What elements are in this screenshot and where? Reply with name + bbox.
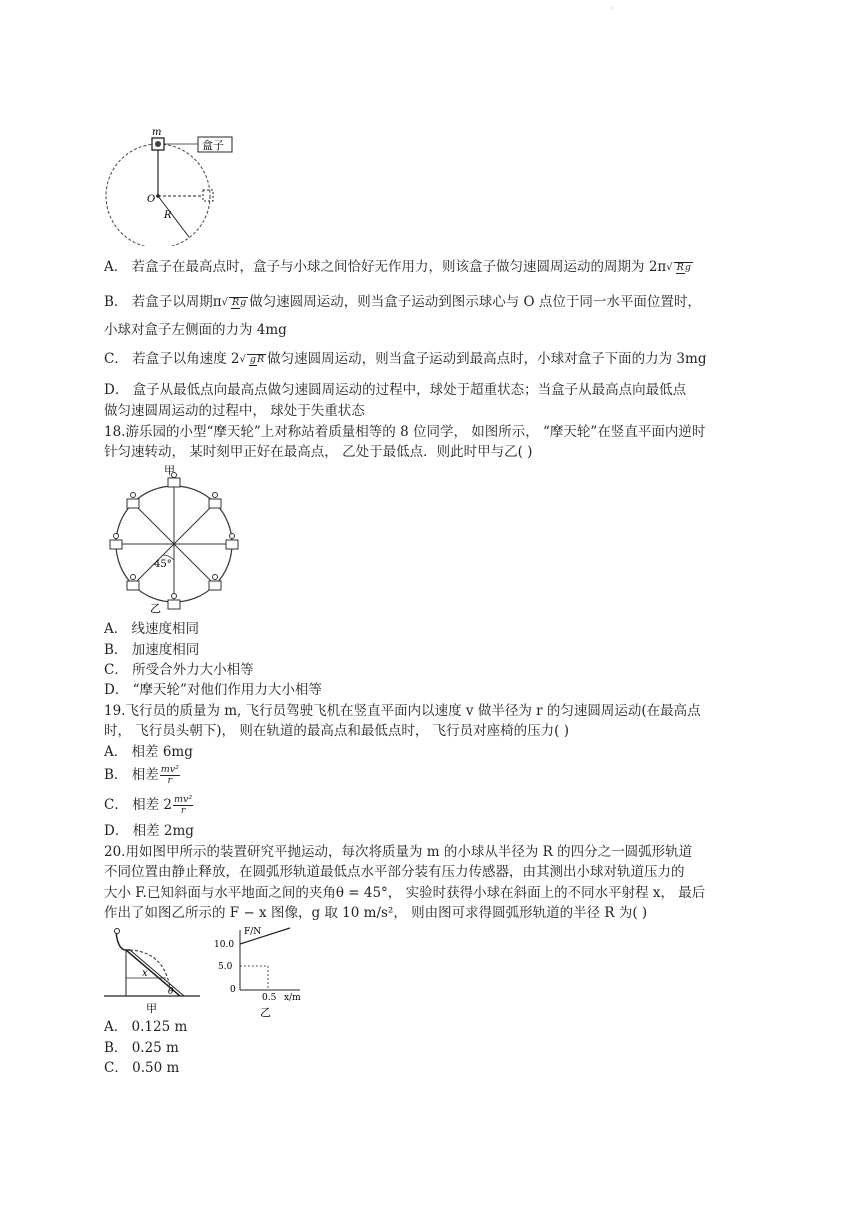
q20-stem-cont-2: 大小 F.已知斜面与水平地面之间的夹角θ = 45°， 实验时获得小球在斜面上的不同水平射程 x， 最后 (104, 885, 706, 901)
figure-f-x-graph (210, 926, 310, 1018)
q17-option-d: D． 盒子从最低点向最高点做匀速圆周运动的过程中，球处于超重状态；当盒子从最高点向最低点 (104, 382, 687, 398)
label-x: x (142, 968, 148, 979)
figure-box-circle (100, 124, 240, 246)
q18-option-b: B． 加速度相同 (104, 642, 200, 658)
graph-y2: 5.0 (218, 962, 233, 972)
label-yi: 乙 (260, 1006, 271, 1018)
label-jia: 甲 (146, 1002, 157, 1015)
q19-option-a: A． 相差 6mg (104, 744, 193, 760)
label-m: m (152, 127, 162, 138)
graph-origin: 0 (230, 985, 236, 995)
graph-xlabel: x/m (284, 993, 301, 1003)
label-angle: 45° (154, 559, 172, 570)
q18-stem-cont: 针匀速转动， 某时刻甲正好在最高点， 乙处于最低点．则此时甲与乙( ) (104, 444, 533, 460)
q18-option-c: C． 所受合外力大小相等 (104, 662, 254, 678)
q17-option-c: C． 若盒子以角速度 2√ gR 做匀速圆周运动，则当盒子运动到最高点时，小球对盒子下面的力为 3mg (104, 351, 707, 367)
label-box: 盒子 (202, 139, 224, 152)
q19-stem: 19.飞行员的质量为 m, 飞行员驾驶飞机在竖直平面内以速度 v 做半径为 r 的匀速圆周运动(在最高点 (104, 703, 701, 719)
graph-ylabel: F/N (244, 927, 262, 937)
q20-option-b: B． 0.25 m (104, 1040, 179, 1056)
q17-option-b-cont: 小球对盒子左侧面的力为 4mg (104, 322, 287, 338)
label-theta: θ (168, 987, 174, 997)
q19-option-d: D． 相差 2mg (104, 823, 194, 839)
graph-x1: 0.5 (262, 993, 277, 1003)
q20-stem-cont-3: 作出了如图乙所示的 F − x 图像，g 取 10 m/s²， 则由图可求得圆弧形轨道的半径 R 为( ) (104, 905, 648, 921)
q19-option-b: B． 相差 $\frac{\text{mv²}}{r}$ (104, 764, 179, 786)
figure-ferris-wheel (100, 464, 250, 614)
q19-stem-cont: 时， 飞行员头朝下)， 则在轨道的最高点和最低点时， 飞行员对座椅的压力( ) (104, 723, 569, 739)
q20-option-a: A． 0.125 m (104, 1019, 188, 1035)
q19-option-c: C． 相差 2 $\frac{\text{mv²}}{r}$ (104, 794, 193, 816)
label-O: O (147, 194, 156, 205)
q18-option-a: A． 线速度相同 (104, 621, 200, 637)
q20-stem: 20.用如图甲所示的装置研究平抛运动，每次将质量为 m 的小球从半径为 R 的四分之一圆弧形轨道 (104, 844, 693, 860)
q17-option-a: A． 若盒子在最高点时，盒子与小球之间恰好无作用力，则该盒子做匀速圆周运动的周期为 2π√ Rg (104, 259, 691, 275)
label-yi: 乙 (150, 602, 161, 614)
label-R: R (164, 210, 172, 221)
label-jia: 甲 (164, 464, 175, 477)
q18-stem: 18.游乐园的小型“摩天轮”上对称站着质量相等的 8 位同学， 如图所示， “摩天轮”在竖直平面内逆时 (104, 424, 706, 440)
figure-incline-apparatus (104, 926, 204, 1016)
q17-option-b: B． 若盒子以周期π√ Rg 做匀速圆周运动，则当盒子运动到图示球心与 O 点位于同一水平面位置时， (104, 294, 701, 310)
q20-stem-cont-1: 不同位置由静止释放，在圆弧形轨道最低点水平部分装有压力传感器，由其测出小球对轨道压力的 (104, 864, 685, 880)
graph-y1: 10.0 (214, 940, 235, 950)
q17-option-d-cont: 做匀速圆周运动的过程中， 球处于失重状态 (104, 403, 365, 419)
page-dot: · (610, 4, 613, 13)
q20-option-c: C． 0.50 m (104, 1060, 180, 1076)
q18-option-d: D． “摩天轮”对他们作用力大小相等 (104, 682, 322, 698)
